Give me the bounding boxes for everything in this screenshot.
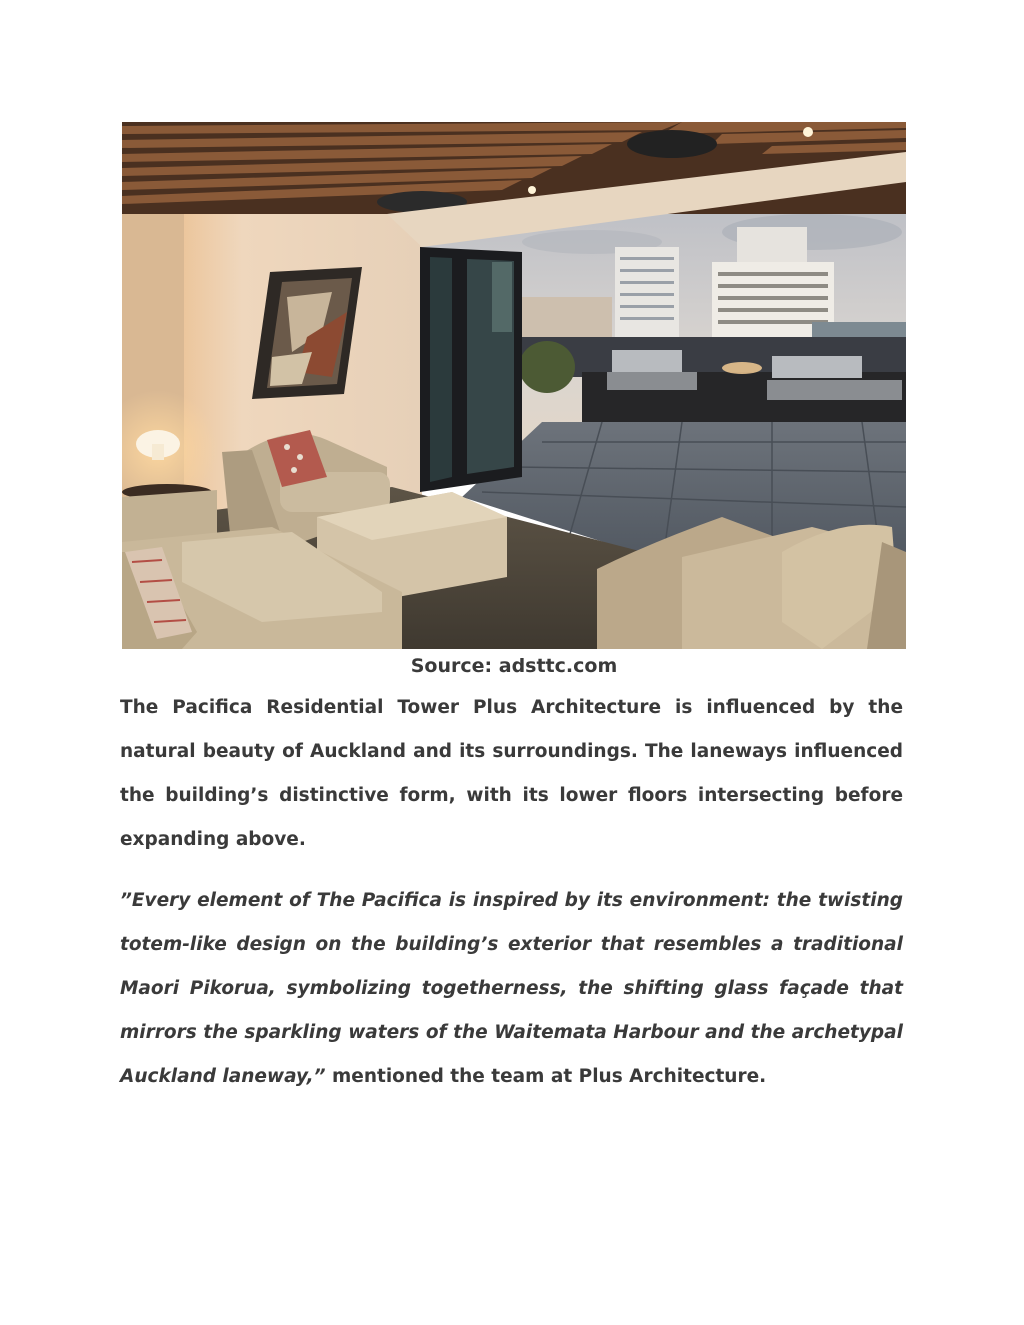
quote-paragraph xyxy=(120,879,903,1099)
quote-attribution: mentioned the team at Plus Architecture. xyxy=(325,1066,767,1087)
quote-text: ”Every element of The Pacifica is inspired by its environment: the twisting totem-like design on the building’s exterior that resembles a traditional Maori Pikorua, symbolizing togetherness, the shifting glass façade that mirrors the sparkling waters of the Waitemata Harbour and the archetypal Auckland laneway,” xyxy=(120,890,903,1087)
body-paragraph: The Pacifica Residential Tower Plus Architecture is influenced by the natural beauty of Auckland and its surroundings. The laneways influenced the building’s distinctive form, with its lower floors intersecting before expanding above. xyxy=(120,697,903,850)
article-photo xyxy=(122,122,906,649)
photo-caption: Source: adsttc.com xyxy=(410,655,618,677)
